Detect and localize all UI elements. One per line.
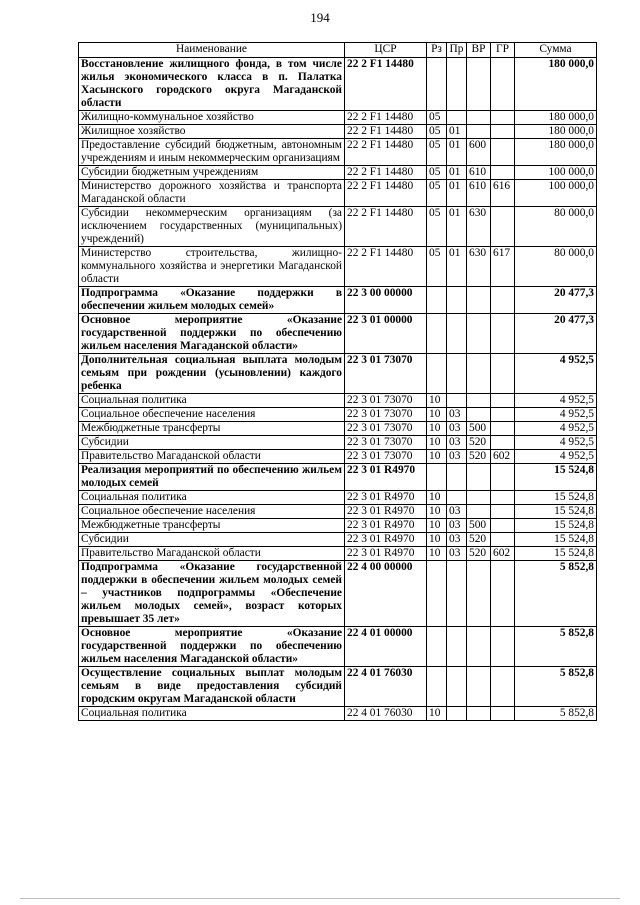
cell-csr: 22 3 01 73070 [345, 436, 427, 450]
cell-vr [467, 314, 491, 354]
cell-sum: 15 524,8 [515, 519, 597, 533]
cell-sum: 80 000,0 [515, 247, 597, 287]
cell-vr: 500 [467, 519, 491, 533]
cell-rz [427, 464, 447, 491]
cell-csr: 22 2 F1 14480 [345, 180, 427, 207]
cell-sum: 180 000,0 [515, 111, 597, 125]
cell-vr [467, 491, 491, 505]
header-rz: Рз [427, 43, 447, 58]
cell-gr [491, 408, 515, 422]
cell-rz: 10 [427, 505, 447, 519]
cell-pr: 03 [447, 519, 467, 533]
cell-pr [447, 314, 467, 354]
cell-vr: 630 [467, 247, 491, 287]
cell-vr: 610 [467, 166, 491, 180]
cell-name: Жилищное хозяйство [79, 125, 345, 139]
cell-name: Социальное обеспечение населения [79, 505, 345, 519]
cell-rz [427, 314, 447, 354]
cell-pr: 01 [447, 125, 467, 139]
cell-gr [491, 314, 515, 354]
cell-sum: 5 852,8 [515, 667, 597, 707]
cell-pr: 03 [447, 547, 467, 561]
cell-sum: 5 852,8 [515, 627, 597, 667]
table-row [79, 707, 597, 721]
cell-pr [447, 667, 467, 707]
cell-rz: 10 [427, 491, 447, 505]
cell-vr [467, 561, 491, 627]
cell-sum: 5 852,8 [515, 561, 597, 627]
cell-vr [467, 125, 491, 139]
cell-gr: 602 [491, 450, 515, 464]
cell-pr: 03 [447, 533, 467, 547]
cell-csr: 22 2 F1 14480 [345, 139, 427, 166]
cell-rz: 05 [427, 180, 447, 207]
cell-csr: 22 3 01 73070 [345, 450, 427, 464]
cell-pr [447, 561, 467, 627]
cell-name: Социальная политика [79, 707, 345, 721]
cell-gr [491, 139, 515, 166]
cell-gr [491, 58, 515, 111]
cell-gr [491, 707, 515, 721]
cell-sum: 4 952,5 [515, 450, 597, 464]
header-pr: Пр [447, 43, 467, 58]
cell-rz: 10 [427, 450, 447, 464]
table-row [79, 667, 597, 707]
cell-csr: 22 3 00 00000 [345, 287, 427, 314]
cell-rz: 10 [427, 422, 447, 436]
cell-vr [467, 354, 491, 394]
cell-name: Министерство строительства, жилищно-коммунального хозяйства и энергетики Магаданской области [79, 247, 345, 287]
cell-sum: 80 000,0 [515, 207, 597, 247]
table-row [79, 491, 597, 505]
cell-vr [467, 707, 491, 721]
cell-csr: 22 2 F1 14480 [345, 58, 427, 111]
cell-name: Субсидии [79, 436, 345, 450]
cell-rz: 10 [427, 436, 447, 450]
cell-rz: 10 [427, 408, 447, 422]
cell-name: Социальная политика [79, 491, 345, 505]
cell-pr [447, 394, 467, 408]
cell-rz: 05 [427, 139, 447, 166]
cell-vr: 520 [467, 533, 491, 547]
cell-vr [467, 627, 491, 667]
table-row [79, 464, 597, 491]
cell-rz [427, 354, 447, 394]
table-row [79, 394, 597, 408]
cell-sum: 5 852,8 [515, 707, 597, 721]
cell-csr: 22 4 00 00000 [345, 561, 427, 627]
cell-csr: 22 3 01 73070 [345, 354, 427, 394]
cell-csr: 22 4 01 76030 [345, 707, 427, 721]
cell-csr: 22 3 01 73070 [345, 422, 427, 436]
cell-sum: 100 000,0 [515, 180, 597, 207]
table-row [79, 125, 597, 139]
cell-name: Субсидии бюджетным учреждениям [79, 166, 345, 180]
table-row [79, 436, 597, 450]
cell-csr: 22 2 F1 14480 [345, 207, 427, 247]
cell-pr [447, 58, 467, 111]
cell-pr: 03 [447, 450, 467, 464]
cell-rz: 05 [427, 166, 447, 180]
cell-pr: 03 [447, 408, 467, 422]
cell-csr: 22 3 01 R4970 [345, 491, 427, 505]
cell-csr: 22 3 01 R4970 [345, 547, 427, 561]
cell-rz: 05 [427, 111, 447, 125]
cell-gr [491, 354, 515, 394]
table-row [79, 166, 597, 180]
cell-vr [467, 505, 491, 519]
cell-pr: 01 [447, 139, 467, 166]
cell-rz: 05 [427, 207, 447, 247]
cell-vr [467, 667, 491, 707]
cell-name: Межбюджетные трансферты [79, 519, 345, 533]
cell-csr: 22 3 01 73070 [345, 408, 427, 422]
cell-vr: 600 [467, 139, 491, 166]
cell-sum: 20 477,3 [515, 287, 597, 314]
cell-sum: 100 000,0 [515, 166, 597, 180]
cell-rz: 10 [427, 394, 447, 408]
cell-vr [467, 111, 491, 125]
table-row [79, 561, 597, 627]
cell-name: Восстановление жилищного фонда, в том числе жилья экономического класса в п. Палатка Хасынского городского округа Магаданской области [79, 58, 345, 111]
table-body [79, 58, 597, 721]
table-header-row [79, 43, 597, 58]
cell-name: Правительство Магаданской области [79, 547, 345, 561]
table-row [79, 408, 597, 422]
cell-csr: 22 2 F1 14480 [345, 125, 427, 139]
table-row [79, 547, 597, 561]
cell-sum: 4 952,5 [515, 408, 597, 422]
table-row [79, 139, 597, 166]
cell-gr [491, 627, 515, 667]
cell-csr: 22 2 F1 14480 [345, 111, 427, 125]
cell-csr: 22 2 F1 14480 [345, 166, 427, 180]
cell-sum: 4 952,5 [515, 422, 597, 436]
cell-pr: 01 [447, 207, 467, 247]
cell-gr: 616 [491, 180, 515, 207]
cell-name: Подпрограмма «Оказание государственной поддержки в обеспечении жильем молодых семей – участников подпрограммы «Обеспечение жильем молодых семей», возраст которых превышает 35 лет» [79, 561, 345, 627]
header-sum: Сумма [515, 43, 597, 58]
cell-sum: 4 952,5 [515, 436, 597, 450]
cell-csr: 22 2 F1 14480 [345, 247, 427, 287]
table-row [79, 180, 597, 207]
table-row [79, 450, 597, 464]
table-row [79, 314, 597, 354]
cell-sum: 180 000,0 [515, 58, 597, 111]
table-row [79, 533, 597, 547]
page-number: 194 [310, 10, 330, 25]
cell-rz [427, 287, 447, 314]
cell-csr: 22 3 01 R4970 [345, 533, 427, 547]
cell-name: Реализация мероприятий по обеспечению жильем молодых семей [79, 464, 345, 491]
cell-rz: 05 [427, 247, 447, 287]
cell-sum: 15 524,8 [515, 547, 597, 561]
table-row [79, 287, 597, 314]
cell-gr [491, 533, 515, 547]
cell-gr [491, 207, 515, 247]
cell-name: Субсидии [79, 533, 345, 547]
cell-gr [491, 436, 515, 450]
cell-gr [491, 491, 515, 505]
cell-pr [447, 491, 467, 505]
cell-gr [491, 166, 515, 180]
table-row [79, 207, 597, 247]
cell-sum: 4 952,5 [515, 354, 597, 394]
cell-rz: 10 [427, 533, 447, 547]
cell-csr: 22 4 01 00000 [345, 627, 427, 667]
cell-vr: 520 [467, 450, 491, 464]
cell-sum: 15 524,8 [515, 491, 597, 505]
header-vr: ВР [467, 43, 491, 58]
cell-vr [467, 394, 491, 408]
table-row [79, 58, 597, 111]
cell-csr: 22 3 01 00000 [345, 314, 427, 354]
cell-name: Межбюджетные трансферты [79, 422, 345, 436]
cell-pr [447, 627, 467, 667]
cell-vr: 520 [467, 547, 491, 561]
header-gr: ГР [491, 43, 515, 58]
cell-csr: 22 4 01 76030 [345, 667, 427, 707]
cell-name: Осуществление социальных выплат молодым семьям в виде предоставления субсидий городским округам Магаданской области [79, 667, 345, 707]
cell-gr [491, 667, 515, 707]
cell-vr [467, 58, 491, 111]
header-csr: ЦСР [345, 43, 427, 58]
cell-sum: 4 952,5 [515, 394, 597, 408]
cell-vr: 500 [467, 422, 491, 436]
cell-name: Правительство Магаданской области [79, 450, 345, 464]
cell-gr [491, 505, 515, 519]
cell-name: Жилищно-коммунальное хозяйство [79, 111, 345, 125]
cell-rz [427, 667, 447, 707]
cell-sum: 180 000,0 [515, 125, 597, 139]
cell-pr [447, 707, 467, 721]
cell-gr [491, 125, 515, 139]
cell-gr: 602 [491, 547, 515, 561]
cell-pr [447, 354, 467, 394]
cell-pr [447, 287, 467, 314]
cell-gr [491, 287, 515, 314]
cell-sum: 15 524,8 [515, 464, 597, 491]
cell-name: Основное мероприятие «Оказание государственной поддержки по обеспечению жильем населения Магаданской области» [79, 314, 345, 354]
cell-sum: 15 524,8 [515, 533, 597, 547]
cell-rz: 10 [427, 547, 447, 561]
cell-rz: 10 [427, 707, 447, 721]
cell-pr: 01 [447, 180, 467, 207]
cell-rz [427, 627, 447, 667]
cell-vr: 630 [467, 207, 491, 247]
cell-csr: 22 3 01 R4970 [345, 519, 427, 533]
page-bottom-rule [20, 898, 620, 899]
cell-pr: 03 [447, 436, 467, 450]
table-row [79, 422, 597, 436]
header-name: Наименование [79, 43, 345, 58]
cell-csr: 22 3 01 R4970 [345, 505, 427, 519]
cell-name: Предоставление субсидий бюджетным, автономным учреждениям и иным некоммерческим организациям [79, 139, 345, 166]
table-row [79, 354, 597, 394]
cell-sum: 180 000,0 [515, 139, 597, 166]
table-row [79, 505, 597, 519]
cell-gr [491, 561, 515, 627]
cell-name: Социальное обеспечение населения [79, 408, 345, 422]
budget-table [78, 42, 597, 721]
cell-gr [491, 464, 515, 491]
cell-pr [447, 464, 467, 491]
cell-pr: 03 [447, 505, 467, 519]
cell-pr: 03 [447, 422, 467, 436]
cell-csr: 22 3 01 R4970 [345, 464, 427, 491]
cell-gr [491, 394, 515, 408]
cell-name: Дополнительная социальная выплата молодым семьям при рождении (усыновлении) каждого ребенка [79, 354, 345, 394]
table-row [79, 247, 597, 287]
cell-vr [467, 408, 491, 422]
cell-pr: 01 [447, 166, 467, 180]
cell-vr [467, 287, 491, 314]
cell-rz [427, 58, 447, 111]
cell-rz [427, 561, 447, 627]
cell-pr [447, 111, 467, 125]
cell-vr: 610 [467, 180, 491, 207]
cell-csr: 22 3 01 73070 [345, 394, 427, 408]
cell-gr [491, 422, 515, 436]
cell-name: Социальная политика [79, 394, 345, 408]
cell-name: Подпрограмма «Оказание поддержки в обеспечении жильем молодых семей» [79, 287, 345, 314]
cell-sum: 15 524,8 [515, 505, 597, 519]
cell-rz: 05 [427, 125, 447, 139]
cell-gr: 617 [491, 247, 515, 287]
cell-name: Основное мероприятие «Оказание государственной поддержки по обеспечению жильем населения Магаданской области» [79, 627, 345, 667]
table-row [79, 111, 597, 125]
table-row [79, 627, 597, 667]
cell-vr [467, 464, 491, 491]
cell-name: Субсидии некоммерческим организациям (за исключением государственных (муниципальных) учреждений) [79, 207, 345, 247]
cell-sum: 20 477,3 [515, 314, 597, 354]
cell-gr [491, 111, 515, 125]
cell-vr: 520 [467, 436, 491, 450]
cell-pr: 01 [447, 247, 467, 287]
cell-gr [491, 519, 515, 533]
cell-name: Министерство дорожного хозяйства и транспорта Магаданской области [79, 180, 345, 207]
cell-rz: 10 [427, 519, 447, 533]
table-row [79, 519, 597, 533]
